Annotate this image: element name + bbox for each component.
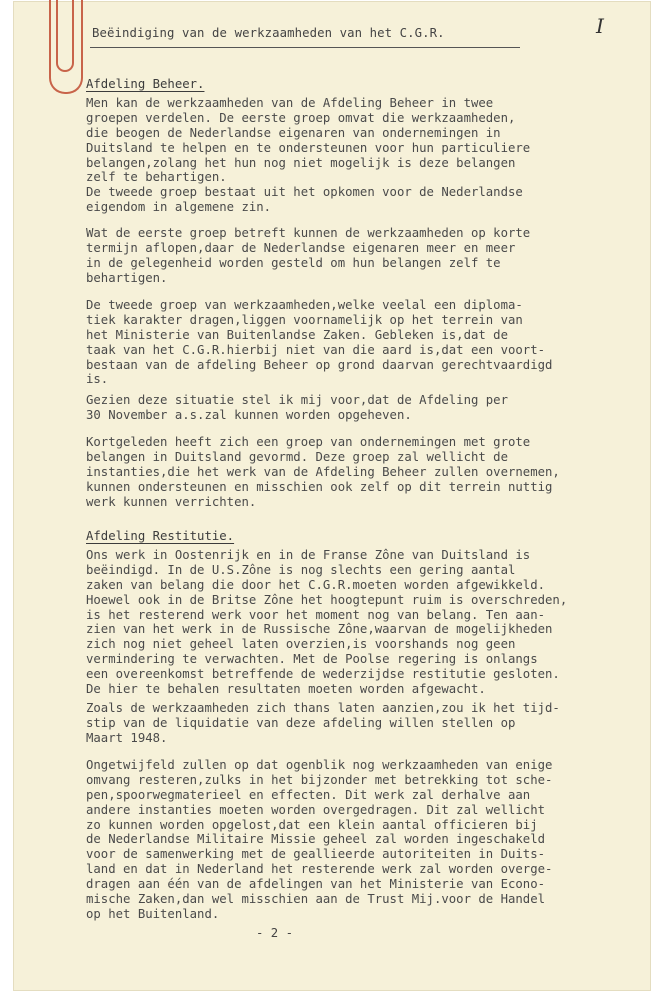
paragraph — [86, 548, 567, 697]
text-line: Wat de eerste groep betreft kunnen de werkzaamheden op korte — [86, 226, 531, 240]
text-line: een overeenkomst betreffende de wederzijdse restitutie gesloten. — [86, 667, 560, 682]
text-line: omvang resteren,zulks in het bijzonder met betrekking tot sche- — [86, 772, 553, 787]
text-line: termijn aflopen,daar de Nederlandse eigenaren meer en meer — [86, 240, 516, 255]
title-underline — [90, 47, 520, 48]
text-line: voor de samenwerking met de geallieerde autoriteiten in Duits- — [86, 847, 546, 862]
text-line: zaken van belang die door het C.G.R.moeten worden afgewikkeld. — [86, 577, 546, 592]
text-line: Hoewel ook in de Britse Zône het hoogtepunt ruim is overschreden, — [86, 592, 568, 607]
text-line: dragen aan één van de afdelingen van het Ministerie van Econo- — [86, 877, 546, 892]
paragraph — [86, 701, 560, 746]
text-line: het Ministerie van Buitenlandse Zaken. Gebleken is,dat de — [86, 327, 508, 342]
text-line: De hier te behalen resultaten moeten worden afgewacht. — [86, 682, 486, 697]
text-line: Kortgeleden heeft zich een groep van ondernemingen met grote — [86, 435, 531, 449]
text-line: is het resterend werk voor het moment nog van belang. Ten aan- — [86, 607, 546, 622]
text-line: werk kunnen verrichten. — [86, 494, 257, 509]
text-line: taak van het C.G.R.hierbij niet van die aard is,dat een voort- — [86, 342, 546, 357]
text-line: beëindigd. In de U.S.Zône is nog slechts een gering aantal — [86, 562, 516, 577]
paragraph — [86, 758, 552, 922]
text-line: Ongetwijfeld zullen op dat ogenblik nog werkzaamheden van enige — [86, 758, 553, 772]
text-line: land en dat in Nederland het resterende werk zal worden overge- — [86, 862, 553, 877]
text-line: pen,spoorwegmaterieel en effecten. Dit werk zal derhalve aan — [86, 787, 531, 802]
text-line: belangen,zolang het hun nog niet mogelijk is deze belangen — [86, 155, 516, 170]
text-line: zien van het werk in de Russische Zône,waarvan de mogelijkheden — [86, 622, 553, 637]
text-line: Maart 1948. — [86, 730, 168, 745]
text-line: op het Buitenland. — [86, 906, 220, 921]
text-line: groepen verdelen. De eerste groep omvat die werkzaamheden, — [86, 110, 516, 125]
text-line: vermindering te verwachten. Met de Poolse regering is onlangs — [86, 652, 538, 667]
text-line: behartigen. — [86, 270, 168, 285]
text-line: tiek karakter dragen,liggen voornamelijk op het terrein van — [86, 312, 523, 327]
paragraph — [86, 226, 530, 286]
text-line: bestaan van de afdeling Beheer op grond daarvan gerechtvaardigd — [86, 357, 553, 372]
text-line: zo kunnen worden opgelost,dat een klein aantal officieren bij — [86, 817, 538, 832]
page-number: - 2 - — [256, 926, 294, 940]
text-line: Gezien deze situatie stel ik mij voor,dat de Afdeling per — [86, 393, 508, 407]
handwritten-page-marker: I — [596, 14, 604, 38]
text-line: andere instanties moeten worden overgedragen. Dit zal wellicht — [86, 802, 546, 817]
paragraph — [86, 298, 552, 387]
text-line: Men kan de werkzaamheden van de Afdeling Beheer in twee — [86, 96, 494, 110]
text-line: kunnen ondersteunen en misschien ook zelf op dit terrein nuttig — [86, 479, 553, 494]
section-heading-restitutie: Afdeling Restitutie. — [86, 529, 235, 543]
paragraph — [86, 435, 560, 509]
text-line: mische Zaken,dan wel misschien aan de Trust Mij.voor de Handel — [86, 892, 546, 907]
text-line: stip van de liquidatie van deze afdeling willen stellen op — [86, 715, 516, 730]
text-line: zelf te behartigen. — [86, 170, 227, 185]
section-heading-beheer: Afdeling Beheer. — [86, 77, 205, 91]
text-line: is. — [86, 372, 109, 387]
text-line: in de gelegenheid worden gesteld om hun belangen zelf te — [86, 255, 501, 270]
paragraph — [86, 96, 530, 215]
text-line: instanties,die het werk van de Afdeling Beheer zullen overnemen, — [86, 464, 560, 479]
text-line: Duitsland te helpen en te ondersteunen voor hun particuliere — [86, 140, 531, 155]
text-line: zich nog niet geheel laten overzien,is voorshands nog geen — [86, 637, 516, 652]
text-line: de Nederlandse Militaire Missie geheel zal worden ingeschakeld — [86, 832, 546, 847]
text-line: De tweede groep van werkzaamheden,welke veelal een diploma- — [86, 298, 523, 312]
text-line: die beogen de Nederlandse eigenaren van ondernemingen in — [86, 125, 501, 140]
text-line: De tweede groep bestaat uit het opkomen voor de Nederlandse — [86, 185, 523, 200]
paragraph — [86, 393, 508, 423]
text-line: Zoals de werkzaamheden zich thans laten aanzien,zou ik het tijd- — [86, 701, 560, 715]
text-line: 30 November a.s.zal kunnen worden opgeheven. — [86, 407, 412, 422]
text-line: eigendom in algemene zin. — [86, 200, 272, 215]
paperclip-inner-loop — [56, 0, 74, 72]
text-line: Ons werk in Oostenrijk en in de Franse Zône van Duitsland is — [86, 548, 531, 562]
document-title: Beëindiging van de werkzaamheden van het C.G.R. — [92, 26, 445, 40]
text-line: belangen in Duitsland gevormd. Deze groep zal wellicht de — [86, 449, 508, 464]
